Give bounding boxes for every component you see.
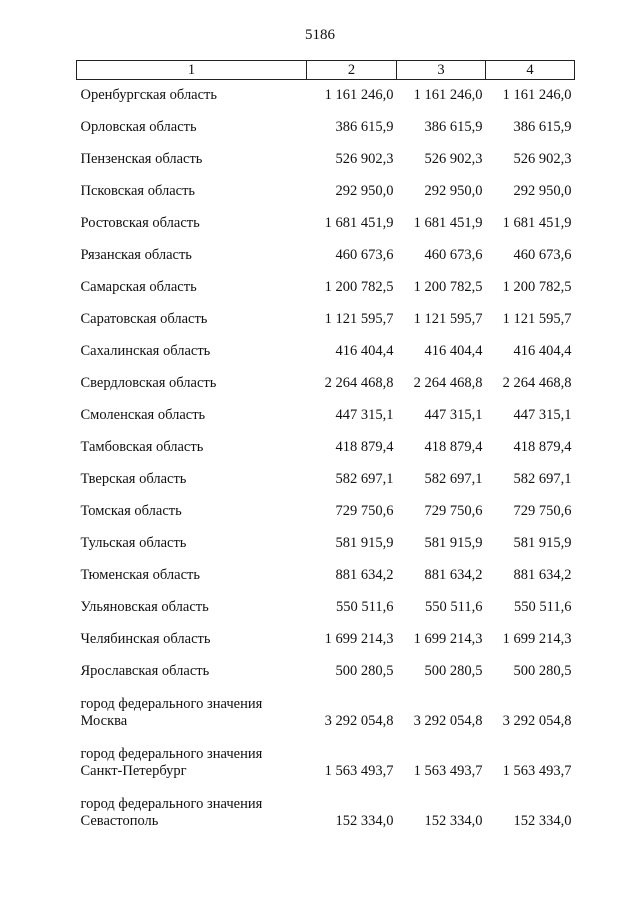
value-col-3: 1 121 595,7 [413,311,483,327]
value-col-2: 416 404,4 [335,343,394,359]
value-col-2: 1 200 782,5 [324,279,394,295]
region-name-line1: город федерального значения [80,696,263,712]
region-name: Пензенская область [80,151,203,167]
table-row [77,730,575,780]
region-name: Сахалинская область [80,343,211,359]
table-row [77,488,575,520]
value-col-3: 152 334,0 [424,813,483,829]
value-col-3: 292 950,0 [424,183,483,199]
value-col-4: 500 280,5 [513,663,572,679]
region-name: Ярославская область [80,663,210,679]
value-col-2: 460 673,6 [335,247,394,263]
value-col-2: 386 615,9 [335,119,394,135]
table-row [77,424,575,456]
value-col-3: 1 161 246,0 [413,87,483,103]
region-name [77,680,307,730]
table-header [77,61,575,80]
value-col-3: 550 511,6 [425,599,483,615]
value-col-2: 3 292 054,8 [324,713,394,729]
value-col-3: 2 264 468,8 [413,375,483,391]
header-col-2: 2 [307,61,397,80]
table-row [77,360,575,392]
table-row [77,520,575,552]
region-name: Ростовская область [80,215,200,231]
region-name-line2: Севастополь [80,813,159,829]
region-name: Смоленская область [80,407,206,423]
value-col-2: 581 915,9 [335,535,394,551]
region-name: Томская область [80,503,182,519]
table-row [77,456,575,488]
value-col-2: 1 121 595,7 [324,311,394,327]
value-col-2: 500 280,5 [335,663,394,679]
region-name: Челябинская область [80,631,211,647]
value-col-4: 582 697,1 [513,471,572,487]
header-col-3: 3 [397,61,486,80]
table-row [77,168,575,200]
region-name [77,730,307,780]
region-name-line2: Москва [80,713,128,729]
value-col-2: 292 950,0 [335,183,394,199]
region-name: Свердловская область [80,375,217,391]
value-col-4: 581 915,9 [513,535,572,551]
value-col-2: 418 879,4 [335,439,394,455]
value-col-3: 881 634,2 [424,567,483,583]
value-col-2: 881 634,2 [335,567,394,583]
value-col-2: 152 334,0 [335,813,394,829]
value-col-3: 416 404,4 [424,343,483,359]
table-row [77,104,575,136]
region-name-line2: Санкт-Петербург [80,763,187,779]
budget-table [76,60,575,830]
value-col-4: 1 563 493,7 [502,763,572,779]
region-name: Оренбургская область [80,87,218,103]
table-row [77,392,575,424]
value-col-2: 1 699 214,3 [324,631,394,647]
value-col-4: 447 315,1 [513,407,572,423]
value-col-3: 1 563 493,7 [413,763,483,779]
header-col-1: 1 [77,61,307,80]
value-col-3: 460 673,6 [424,247,483,263]
value-col-4: 881 634,2 [513,567,572,583]
header-col-4: 4 [486,61,575,80]
value-col-3: 581 915,9 [424,535,483,551]
value-col-4: 729 750,6 [513,503,572,519]
region-name: Орловская область [80,119,197,135]
region-name: Самарская область [80,279,197,295]
region-name: Рязанская область [80,247,192,263]
region-name-line1: город федерального значения [80,796,263,812]
value-col-2: 1 161 246,0 [324,87,394,103]
table-row [77,780,575,830]
page-number: 5186 [305,27,335,43]
table-row [77,584,575,616]
value-col-3: 1 699 214,3 [413,631,483,647]
value-col-3: 3 292 054,8 [413,713,483,729]
value-col-3: 386 615,9 [424,119,483,135]
region-name [77,780,307,830]
value-col-4: 1 161 246,0 [502,87,572,103]
value-col-4: 418 879,4 [513,439,572,455]
value-col-3: 729 750,6 [424,503,483,519]
value-col-2: 447 315,1 [335,407,394,423]
value-col-4: 526 902,3 [513,151,572,167]
value-col-4: 152 334,0 [513,813,572,829]
table-row [77,264,575,296]
value-col-3: 1 681 451,9 [413,215,483,231]
value-col-4: 550 511,6 [514,599,572,615]
region-name: Псковская область [80,183,196,199]
value-col-4: 3 292 054,8 [502,713,572,729]
value-col-4: 1 121 595,7 [502,311,572,327]
region-name: Ульяновская область [80,599,209,615]
value-col-4: 1 699 214,3 [502,631,572,647]
table-row [77,680,575,730]
value-col-4: 386 615,9 [513,119,572,135]
table-row [77,328,575,360]
header-row [77,61,575,80]
table-row [77,552,575,584]
table-row [77,296,575,328]
region-name: Тамбовская область [80,439,204,455]
value-col-2: 729 750,6 [335,503,394,519]
table-row [77,232,575,264]
value-col-2: 550 511,6 [336,599,394,615]
table-row [77,80,575,105]
table-row [77,136,575,168]
value-col-3: 447 315,1 [424,407,483,423]
value-col-2: 2 264 468,8 [324,375,394,391]
value-col-4: 1 200 782,5 [502,279,572,295]
value-col-2: 1 681 451,9 [324,215,394,231]
value-col-3: 582 697,1 [424,471,483,487]
table-row [77,616,575,648]
value-col-3: 500 280,5 [424,663,483,679]
value-col-3: 1 200 782,5 [413,279,483,295]
value-col-4: 2 264 468,8 [502,375,572,391]
region-name-line1: город федерального значения [80,746,263,762]
value-col-4: 292 950,0 [513,183,572,199]
region-name: Тульская область [80,535,187,551]
value-col-2: 1 563 493,7 [324,763,394,779]
value-col-3: 526 902,3 [424,151,483,167]
region-name: Саратовская область [80,311,208,327]
value-col-4: 460 673,6 [513,247,572,263]
value-col-4: 416 404,4 [513,343,572,359]
region-name: Тюменская область [80,567,200,583]
value-col-4: 1 681 451,9 [502,215,572,231]
value-col-2: 582 697,1 [335,471,394,487]
table-row [77,200,575,232]
region-name: Тверская область [80,471,187,487]
value-col-2: 526 902,3 [335,151,394,167]
value-col-3: 418 879,4 [424,439,483,455]
table-row [77,648,575,680]
